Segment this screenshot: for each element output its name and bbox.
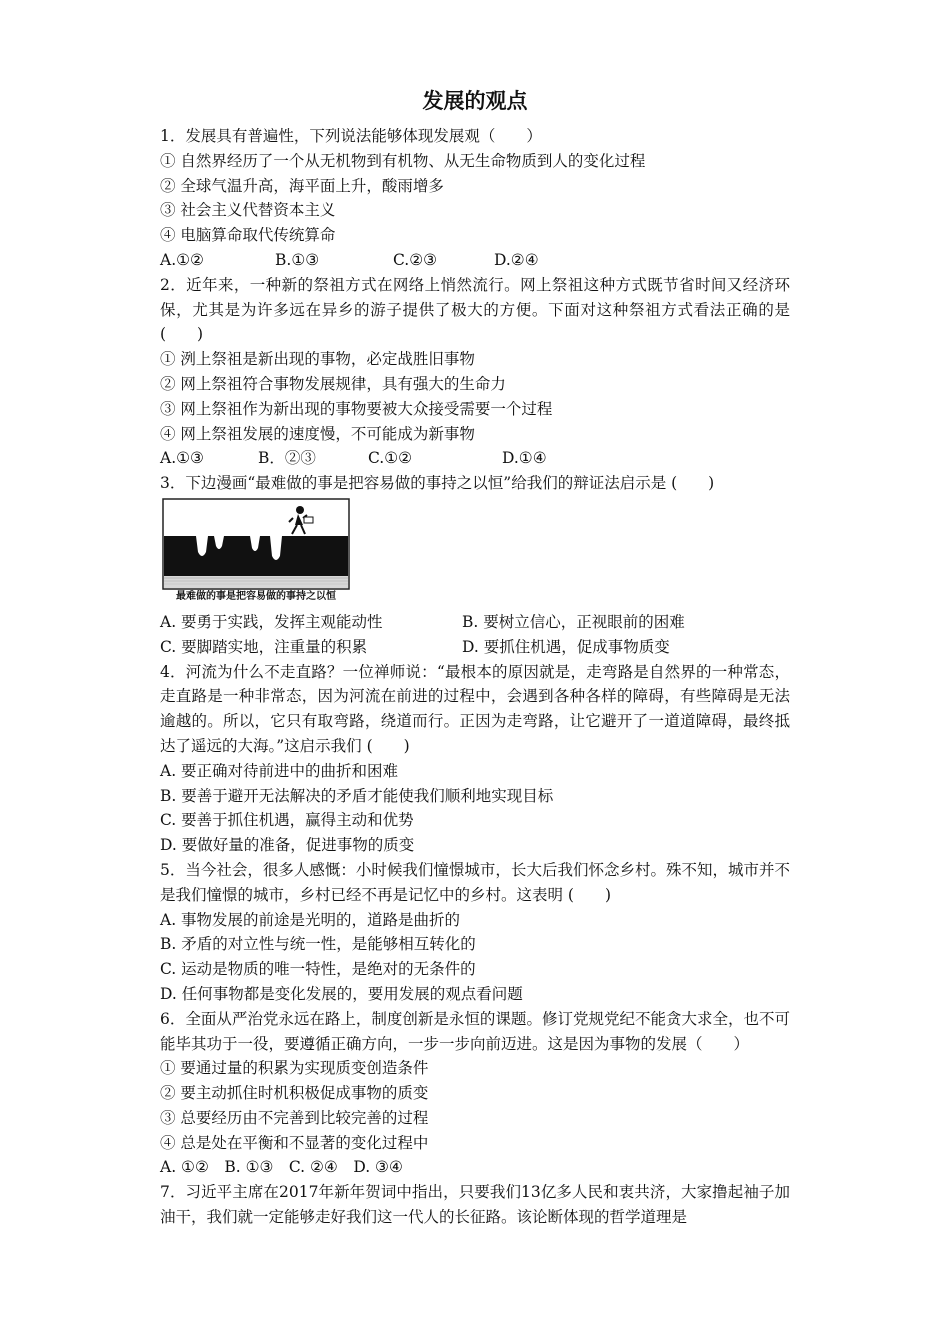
q1-item-1: ① 自然界经历了一个从无机物到有机物、从无生命物质到人的变化过程 (160, 151, 646, 170)
q7-stem: 7．习近平主席在2017年新年贺词中指出，只要我们13亿多人民和衷共济，大家撸起袖子加油干，我们就一定能够走好我们这一代人的长征路。该论断体现的哲学道理是 (160, 1183, 790, 1227)
q5-option-d: D. 任何事物都是变化发展的，要用发展的观点看问题 (160, 984, 523, 1003)
page-title: 发展的观点 (422, 89, 528, 113)
q4-option-c: C. 要善于抓住机遇，赢得主动和优势 (160, 811, 414, 830)
q3-options-row-1 (160, 610, 790, 635)
q2-option-a: A.①③ (160, 449, 204, 468)
q1-option-c: C.②③ (393, 250, 438, 269)
q6-options: A. ①② B. ①③ C. ②④ D. ③④ (160, 1158, 403, 1177)
q5-option-b: B. 矛盾的对立性与统一性，是能够相互转化的 (160, 935, 476, 954)
q3-options-row-2 (160, 635, 790, 660)
q2-item-2: ② 网上祭祖符合事物发展规律，具有强大的生命力 (160, 374, 506, 393)
q6-item-1: ① 要通过量的积累为实现质变创造条件 (160, 1059, 429, 1078)
q4-stem: 4．河流为什么不走直路？一位禅师说：“最根本的原因就是，走弯路是自然界的一种常态，走直路是一种非常态，因为河流在前进的过程中，会遇到各种各样的障碍，有些障碍是无法逾越的。所以，它只有取弯路，绕道而行。正因为走弯路，让它避开了一道道障碍，最终抵达了遥远的大海。”这启示我们 ( ) (160, 662, 790, 755)
q2-option-b: B．②③ (258, 449, 316, 468)
q2-item-1: ① 洌上祭祖是新出现的事物，必定战胜旧事物 (160, 350, 475, 369)
q5-option-c: C. 运动是物质的唯一特性，是绝对的无条件的 (160, 960, 476, 979)
cartoon-drawing (162, 498, 350, 590)
q2-option-d: D.①④ (502, 449, 547, 468)
q1-option-a: A.①② (160, 250, 204, 269)
q2-stem: 2．近年来，一种新的祭祖方式在网络上悄然流行。网上祭祖这种方式既节省时间又经济环保，尤其是为许多远在异乡的游子提供了极大的方便。下面对这种祭祖方式看法正确的是( ) (160, 275, 790, 344)
q1-item-3: ③ 社会主义代替资本主义 (160, 201, 336, 220)
q6-stem: 6．全面从严治党永远在路上，制度创新是永恒的课题。修订党规党纪不能贪大求全，也不可能毕其功于一役，要遵循正确方向，一步一步向前迈进。这是因为事物的发展（ ） (160, 1009, 790, 1053)
q5-option-a: A. 事物发展的前途是光明的，道路是曲折的 (160, 910, 461, 929)
q6-item-2: ② 要主动抓住时机积极促成事物的质变 (160, 1084, 429, 1103)
q6-item-4: ④ 总是处在平衡和不显著的变化过程中 (160, 1133, 429, 1152)
q1-item-2: ② 全球气温升高，海平面上升，酸雨增多 (160, 176, 444, 195)
q4-option-d: D. 要做好量的准备，促进事物的质变 (160, 836, 415, 855)
q2-option-c: C.①② (368, 449, 413, 468)
q3-stem: 3．下边漫画“最难做的事是把容易做的事持之以恒”给我们的辩证法启示是 ( ) (160, 474, 715, 493)
q5-stem: 5．当今社会，很多人感慨：小时候我们憧憬城市，长大后我们怀念乡村。殊不知，城市并不是我们憧憬的城市，乡村已经不再是记忆中的乡村。这表明 ( ) (160, 860, 790, 904)
q1-item-4: ④ 电脑算命取代传统算命 (160, 226, 336, 245)
q4-option-b: B. 要善于避开无法解决的矛盾才能使我们顺利地实现目标 (160, 786, 554, 805)
q2-item-3: ③ 网上祭祖作为新出现的事物要被大众接受需要一个过程 (160, 399, 553, 418)
q6-item-3: ③ 总要经历由不完善到比较完善的过程 (160, 1108, 429, 1127)
q1-stem: 1．发展具有普遍性，下列说法能够体现发展观（ ） (160, 127, 542, 145)
q3-option-a: A. 要勇于实践，发挥主观能动性 (160, 612, 383, 631)
q2-item-4: ④ 网上祭祖发展的速度慢，不可能成为新事物 (160, 424, 475, 443)
q1-options (160, 248, 790, 273)
document-page (160, 84, 790, 1230)
q3-option-b: B. 要树立信心，正视眼前的困难 (462, 612, 685, 631)
q3-option-d: D. 要抓住机遇，促成事物质变 (462, 637, 670, 656)
q4-option-a: A. 要正确对待前进中的曲折和困难 (160, 761, 399, 780)
q1-option-d: D.②④ (494, 250, 539, 269)
cartoon-caption: 最难做的事是把容易做的事持之以恒 (176, 590, 336, 602)
q1-option-b: B.①③ (275, 250, 320, 269)
cartoon-image (162, 498, 352, 604)
q3-option-c: C. 要脚踏实地，注重量的积累 (160, 637, 368, 656)
q2-options (160, 446, 790, 471)
